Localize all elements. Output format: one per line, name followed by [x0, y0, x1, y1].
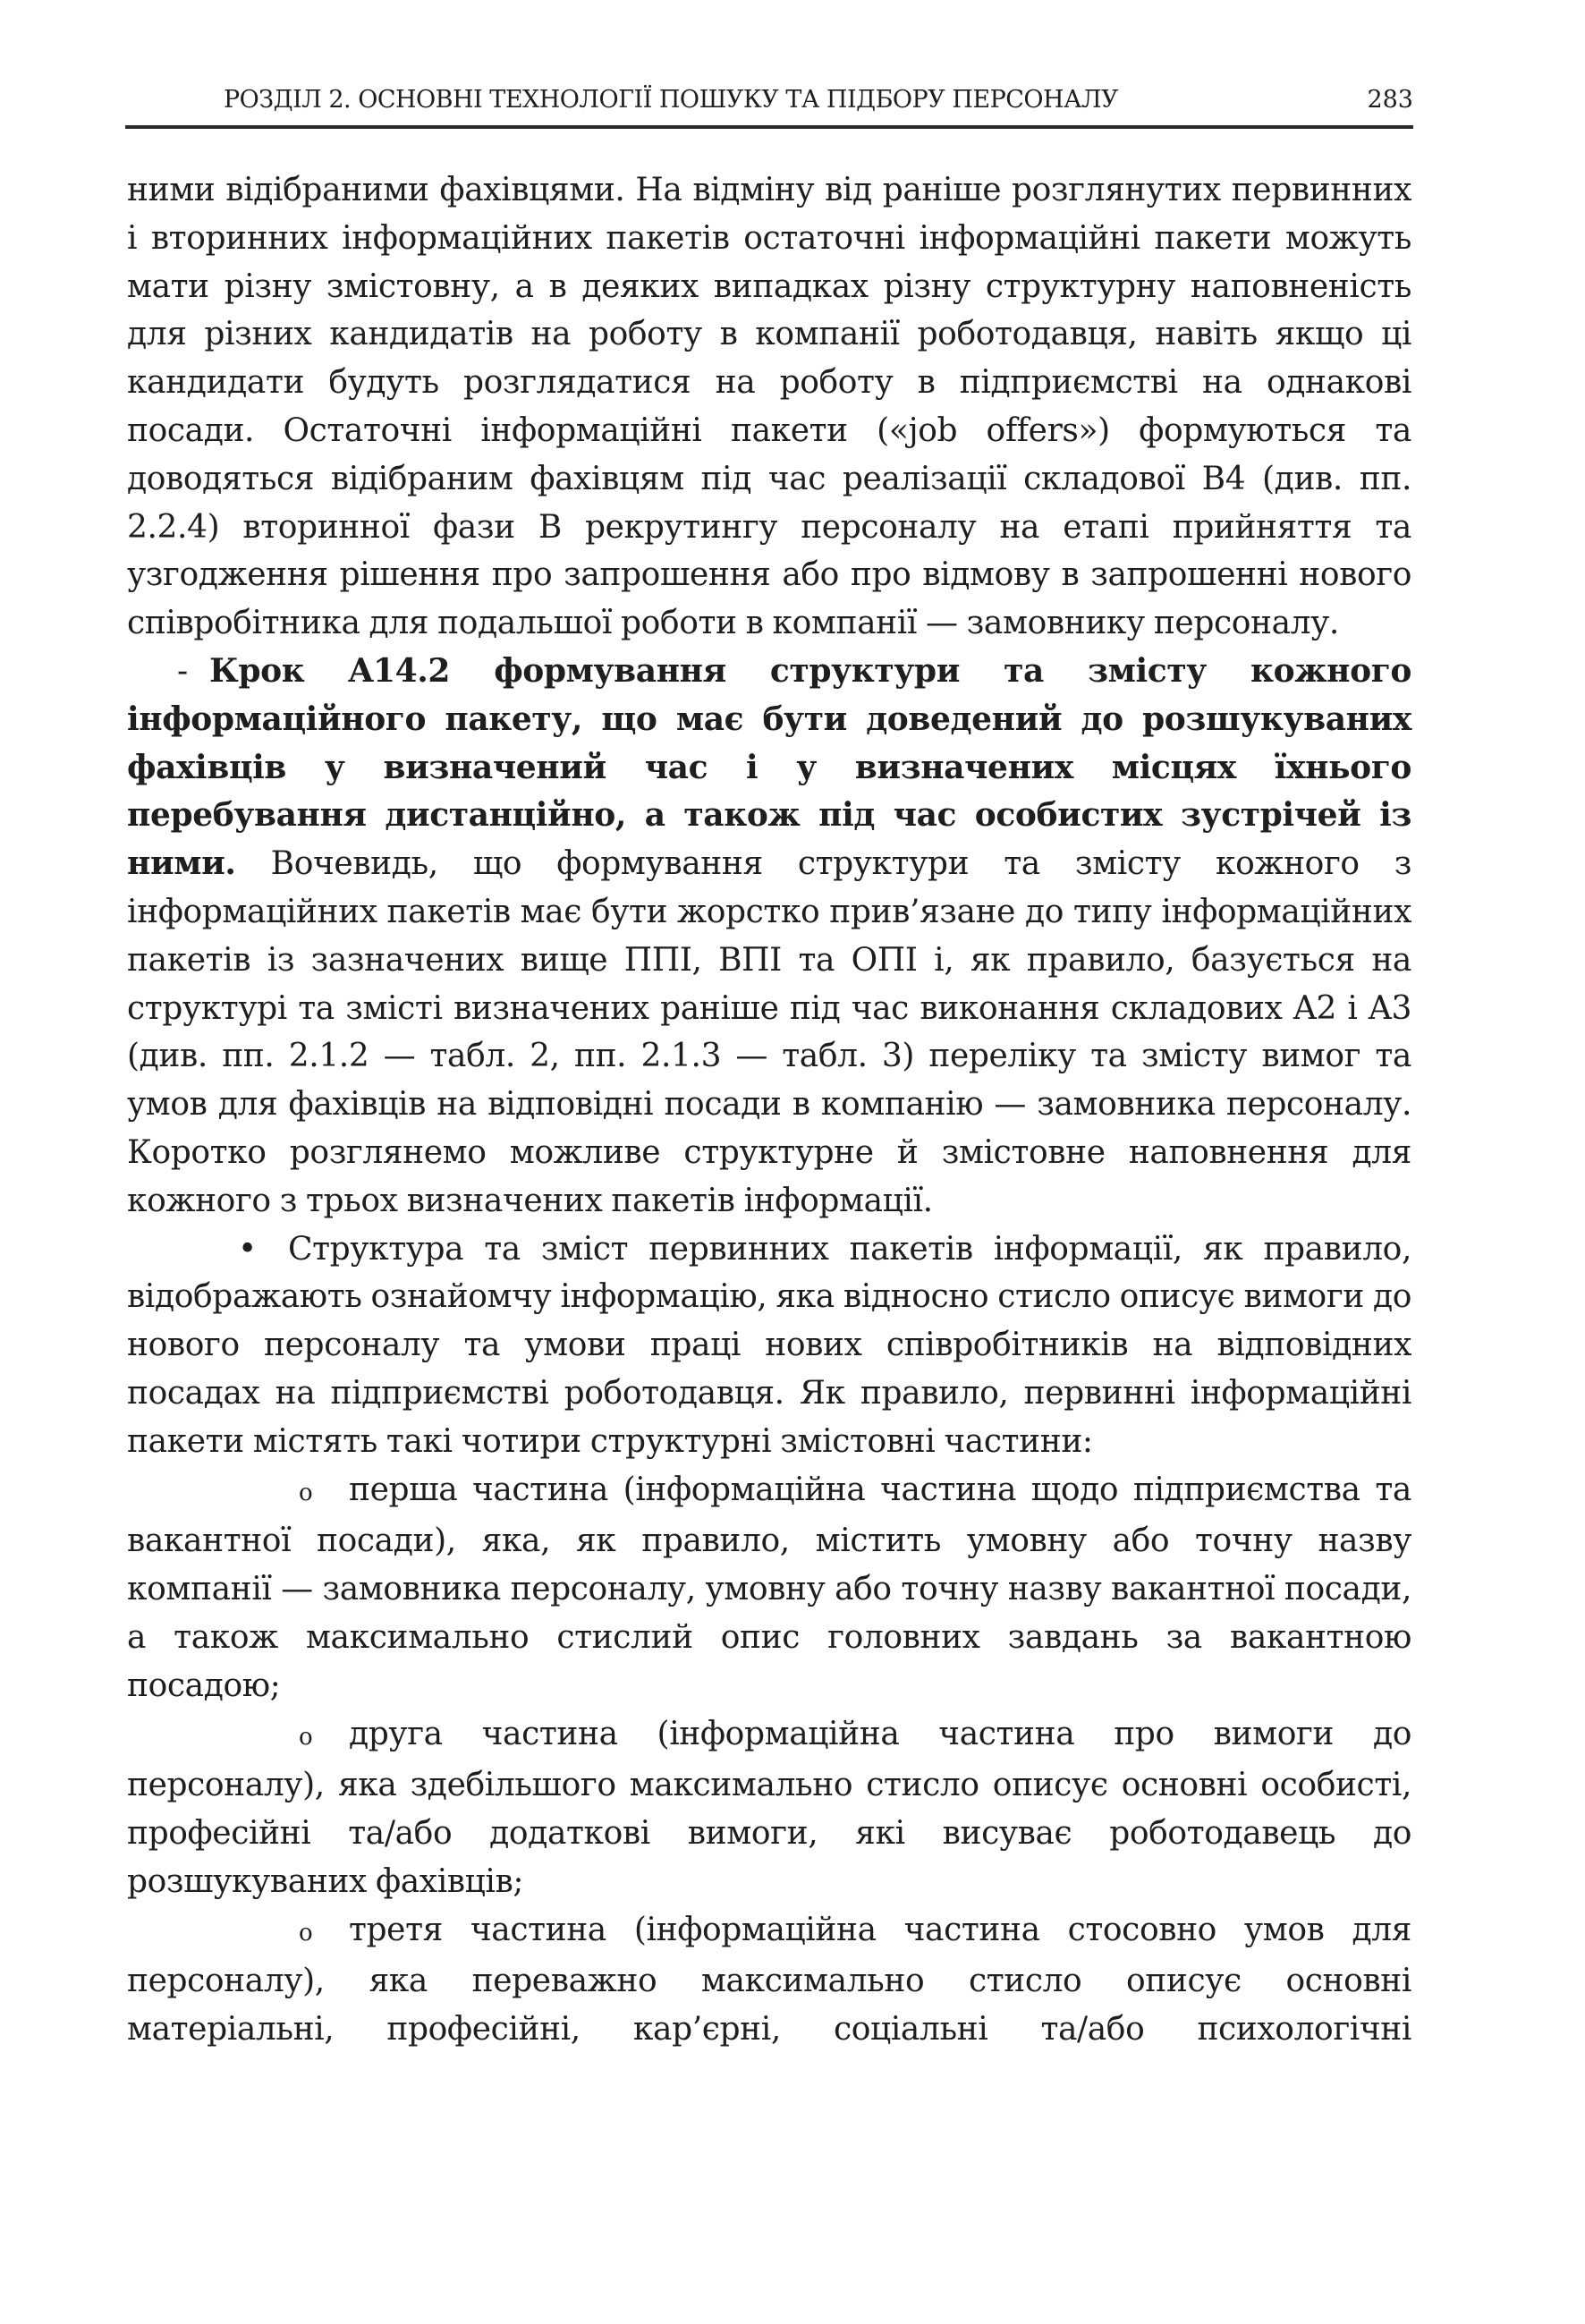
- list-item-text: перша частина (інформаційна частина щодо підприємства та вакантної посади), яка, як правило, містить умовну або точну назву компанії — замовника персоналу, умовну або точну назву вакантної посади, а також максимально стислий опис головних завдань за вакантною посадою;: [127, 1471, 1411, 1704]
- circle-bullet-icon: o: [299, 1723, 313, 1751]
- step-heading: Крок A14.2 формування структури та змісту кожного інформаційного пакету, що має бути доведений до розшукуваних фахівців у визначений час і у визначених місцях їхнього перебування дистанційно, а також під час особистих зустрічей із ними.: [127, 651, 1411, 883]
- dash-marker: -: [177, 652, 188, 690]
- bullet-text: Структура та зміст первинних пакетів інформації, як правило, відображають ознайомчу інформацію, яка відносно стисло описує вимоги до нового персоналу та умови праці нових співробітників на відповідних посадах на підприємстві роботодавця. Як правило, первинні інформаційні пакети містять такі чотири структурні змістовні частини:: [127, 1230, 1411, 1460]
- paragraph: ними відібраними фахівцями. На відміну від раніше розглянутих первинних і вторинних інформаційних пакетів остаточні інформаційні пакети можуть мати різну змістовну, а в деяких випадках різну структурну наповненість для різних кандидатів на роботу в компанії роботодавця, навіть якщо ці кандидати будуть розглядатися на роботу в підприємстві на однакові посади. Остаточні інформаційні пакети («job offers») формуються та доводяться відібраним фахівцям під час реалізації складової B4 (див. пп. 2.2.4) вторинної фази B рекрутингу персоналу на етапі прийняття та узгодження рішення про запрошення або про відмову в запрошенні нового співробітника для подальшої роботи в компанії — замовнику персоналу.: [127, 172, 1411, 642]
- step-text: Вочевидь, що формування структури та змісту кожного з інформаційних пакетів має бути жорстко прив’язане до типу інформаційних пакетів із зазначених вище ППІ, ВПІ та ОПІ і, як правило, базується на структурі та змісті визначених раніше під час виконання складових A2 і A3 (див. пп. 2.1.2 — табл. 2, пп. 2.1.3 — табл. 3) переліку та змісту вимог та умов для фахівців на відповідні посади в компанію — замовника персоналу. Коротко розглянемо можливе структурне й змістовне наповнення для кожного з трьох визначених пакетів інформації.: [127, 845, 1411, 1219]
- list-item-text: третя частина (інформаційна частина стосовно умов для персоналу), яка переважно максимально стисло описує основні матеріальні, професійні, кар’єрні, соціальні та/або психологічні: [127, 1911, 1411, 2048]
- list-item-text: друга частина (інформаційна частина про вимоги до персоналу), яка здебільшого максимально стисло описує основні особисті, професійні та/або додаткові вимоги, які висуває роботодавець до розшукуваних фахівців;: [127, 1715, 1411, 1900]
- page-number: 283: [1367, 86, 1413, 114]
- list-item: [127, 1906, 1411, 2054]
- bullet-paragraph: [127, 1226, 1411, 1466]
- circle-bullet-icon: o: [299, 1919, 313, 1947]
- step-paragraph: [127, 648, 1411, 1226]
- list-item: [127, 1466, 1411, 1710]
- page-body: [127, 166, 1411, 2054]
- list-item: [127, 1710, 1411, 1906]
- circle-bullet-icon: o: [299, 1479, 313, 1506]
- running-header: [125, 86, 1413, 129]
- chapter-title: РОЗДІЛ 2. ОСНОВНІ ТЕХНОЛОГІЇ ПОШУКУ ТА ПІДБОРУ ПЕРСОНАЛУ: [224, 86, 1119, 114]
- bullet-icon: •: [238, 1230, 257, 1268]
